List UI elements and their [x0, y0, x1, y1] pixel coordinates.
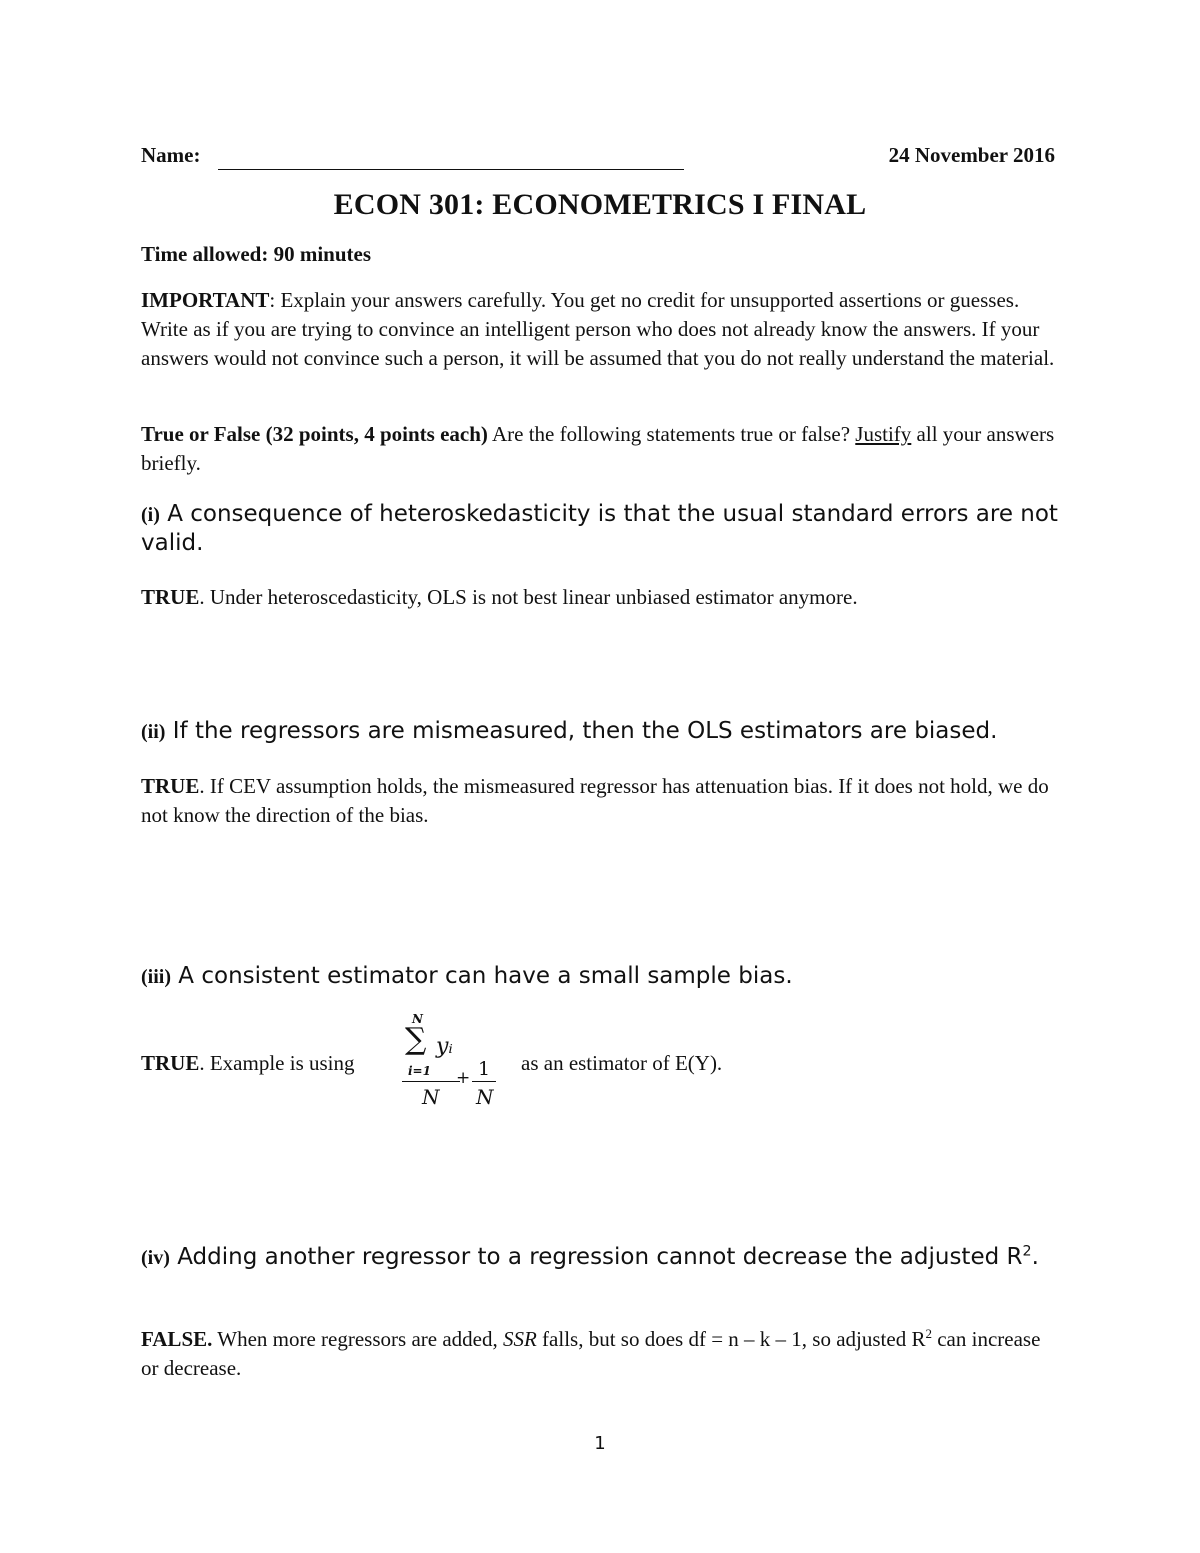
answer-text-3: can increase or decrease. — [141, 1327, 1041, 1380]
answer-1 — [141, 583, 1061, 612]
answer-3-start — [141, 1049, 355, 1078]
answer-text-2: falls, but so does df = n – k – 1, so adjusted R — [536, 1327, 926, 1351]
page-number: 1 — [594, 1433, 606, 1454]
question-2 — [141, 717, 1061, 746]
exam-date: 24 November 2016 — [888, 143, 1055, 167]
fraction-bar-2 — [472, 1081, 496, 1082]
section-label: True or False (32 points, 4 points each) — [141, 422, 488, 446]
name-row — [141, 143, 1055, 173]
question-text: A consistent estimator can have a small sample bias. — [171, 963, 793, 989]
question-number: (iv) — [141, 1247, 170, 1269]
question-3 — [141, 962, 1061, 991]
answer-3-end: as an estimator of E(Y). — [521, 1051, 723, 1075]
name-label: Name: — [141, 143, 201, 167]
answer-verdict: TRUE — [141, 774, 200, 798]
estimator-formula — [392, 1010, 502, 1110]
answer-verdict: FALSE. — [141, 1327, 213, 1351]
question-text: Adding another regressor to a regression cannot decrease the adjusted R — [169, 1244, 1023, 1270]
answer-4 — [141, 1325, 1061, 1383]
question-text: A consequence of heteroskedasticity is that the usual standard errors are not valid. — [141, 501, 1058, 556]
answer-text-1: When more regressors are added, — [212, 1327, 503, 1351]
instructions-paragraph — [141, 286, 1061, 373]
justify-underlined: Justify — [855, 422, 912, 446]
sum-term: yᵢ — [436, 1034, 453, 1059]
answer-text: . If CEV assumption holds, the mismeasured regressor has attenuation bias. If it does not hold, we do not know the direction of the bias. — [141, 774, 1049, 827]
denominator-2: N — [476, 1085, 494, 1109]
question-text: If the regressors are mismeasured, then the OLS estimators are biased. — [165, 718, 998, 744]
fraction-bar — [402, 1081, 460, 1082]
exam-title: ECON 301: ECONOMETRICS I FINAL — [333, 188, 867, 221]
summation-symbol: ∑ — [405, 1022, 427, 1057]
answer-verdict: TRUE — [141, 1051, 200, 1075]
denominator: N — [422, 1085, 440, 1109]
section-instructions — [141, 420, 1061, 478]
question-1 — [141, 500, 1061, 557]
plus-sign: + — [456, 1068, 471, 1088]
section-text-after: all your answers briefly. — [141, 422, 1055, 475]
answer-superscript-2: 2 — [925, 1326, 932, 1342]
time-allowed: Time allowed: 90 minutes — [141, 242, 372, 266]
sum-lower-limit: i=1 — [408, 1064, 431, 1078]
answer-text: . Example is using — [199, 1051, 355, 1075]
sum-upper-limit: N — [412, 1012, 423, 1026]
superscript-2: 2 — [1022, 1243, 1032, 1260]
numerator-one: 1 — [478, 1058, 491, 1080]
question-4 — [141, 1243, 1061, 1272]
question-number: (iii) — [141, 966, 171, 988]
section-text-before: Are the following statements true or false? — [487, 422, 856, 446]
answer-verdict: TRUE — [141, 585, 200, 609]
question-number: (i) — [141, 504, 160, 526]
answer-text: . Under heteroscedasticity, OLS is not best linear unbiased estimator anymore. — [199, 585, 858, 609]
important-text: : Explain your answers carefully. You get no credit for unsupported assertions or guesses. Write as if you are trying to convince an intelligent person who does not already know the answers. If your answers would not convince such a person, it will be assumed that you do not really understand the material. — [141, 288, 1055, 370]
name-blank-line — [218, 169, 684, 170]
answer-2 — [141, 772, 1061, 830]
question-text-end: . — [1031, 1244, 1039, 1270]
important-label: IMPORTANT — [141, 288, 270, 312]
question-number: (ii) — [141, 721, 166, 743]
ssr-term: SSR — [502, 1327, 537, 1351]
